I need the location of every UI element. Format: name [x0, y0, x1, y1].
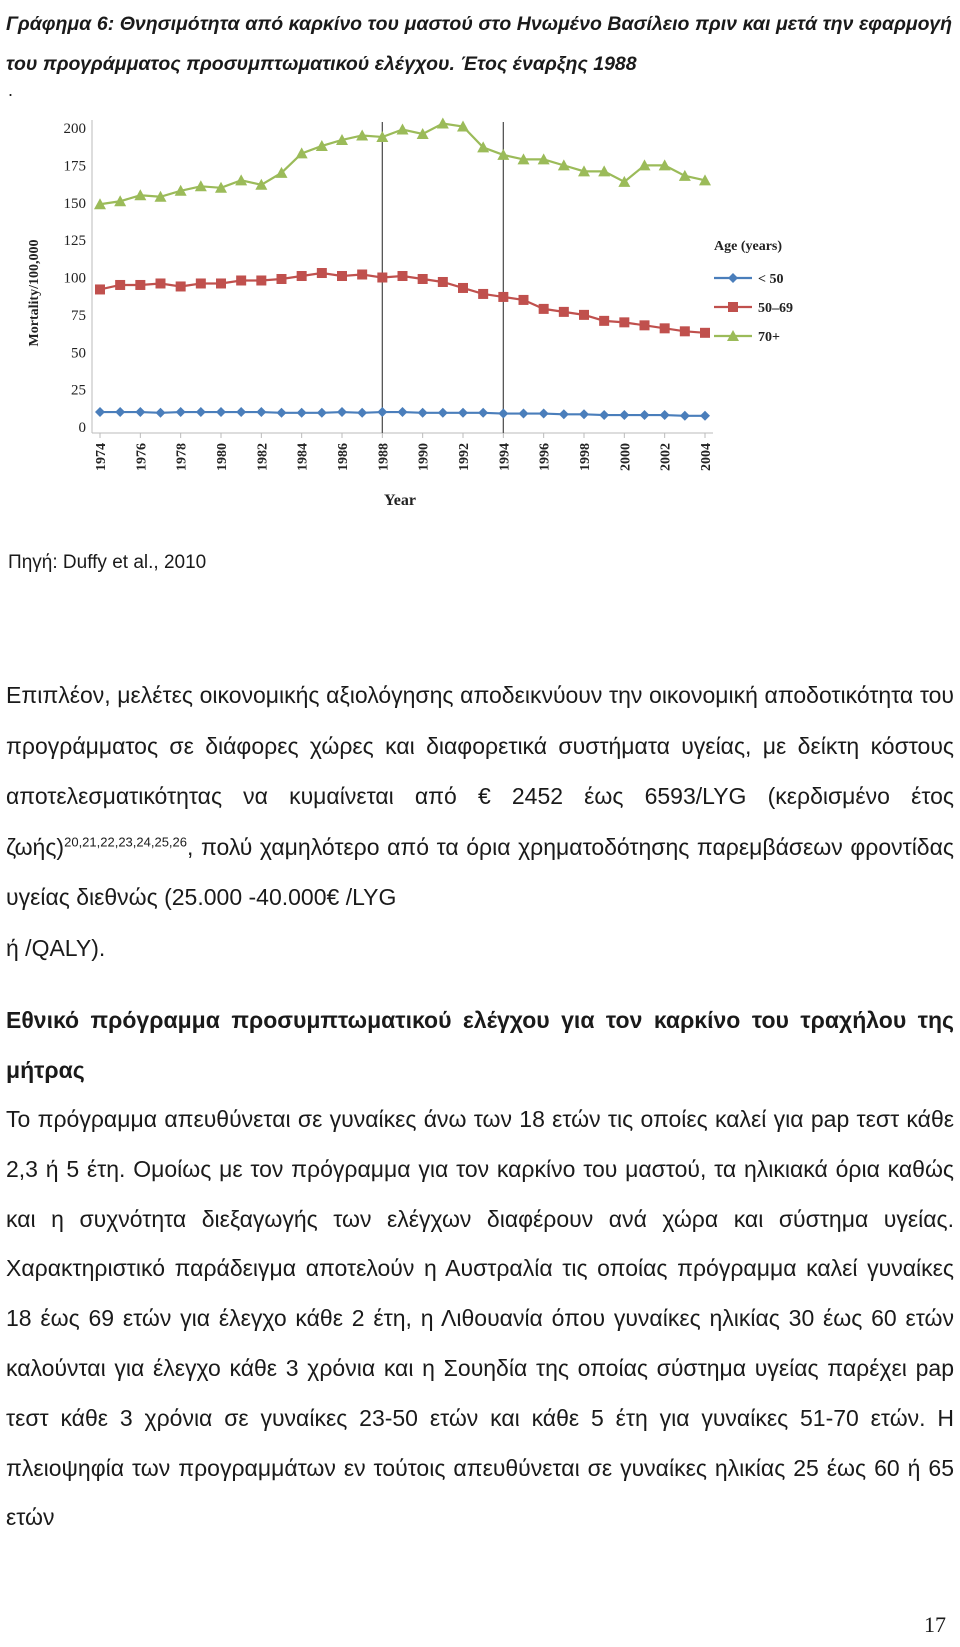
- x-tick-label: 1990: [416, 443, 432, 471]
- data-point-triangle: [397, 123, 409, 134]
- legend-label: 70+: [758, 330, 780, 345]
- figure-caption: Γράφημα 6: Θνησιμότητα από καρκίνο του μαστού στο Ηνωμένο Βασίλειο πριν και μετά την εφαρμογή του προγράμματος προσυμπτωματικού ελέγχου. Έτος έναρξης 1988: [6, 13, 952, 75]
- legend-item: [714, 330, 780, 345]
- data-point-diamond: [599, 410, 609, 420]
- legend-label: < 50: [758, 272, 784, 287]
- data-point-square: [478, 289, 488, 299]
- data-point-diamond: [458, 408, 468, 418]
- data-point-square: [640, 320, 650, 330]
- series-layer: [94, 118, 711, 421]
- data-point-diamond: [277, 408, 287, 418]
- data-point-square: [660, 323, 670, 333]
- legend-item: [714, 301, 793, 316]
- x-tick-label: 1996: [537, 443, 553, 471]
- data-point-square: [619, 317, 629, 327]
- y-tick-label: 125: [63, 233, 86, 250]
- data-point-square: [700, 328, 710, 338]
- data-point-diamond: [660, 410, 670, 420]
- citation-superscript: 20,21,22,23,24,25,26: [64, 833, 187, 849]
- data-point-diamond: [438, 408, 448, 418]
- legend-title: Age (years): [714, 239, 783, 254]
- data-point-square: [135, 280, 145, 290]
- data-point-square: [458, 283, 468, 293]
- data-point-square: [519, 295, 529, 305]
- x-tick-label: 1978: [174, 443, 190, 471]
- data-point-square: [579, 310, 589, 320]
- legend: [714, 239, 793, 345]
- data-point-diamond: [579, 409, 589, 419]
- data-point-diamond: [95, 407, 105, 417]
- y-tick-label: 150: [63, 195, 86, 212]
- series-line: [100, 273, 705, 333]
- data-point-square: [176, 281, 186, 291]
- data-point-diamond: [700, 411, 710, 421]
- x-tick-label: 1992: [457, 443, 472, 471]
- data-point-square: [115, 280, 125, 290]
- data-point-square: [498, 292, 508, 302]
- paragraph1-text-cont: , πολύ χαμηλότερο από τα όρια χρηματοδότησης παρεμβάσεων φροντίδας υγείας διεθνώς (25.000 -40.000€ /LYG: [6, 833, 954, 910]
- y-axis-label: Mortality/100,000: [27, 239, 42, 347]
- y-tick-label: 0: [78, 420, 86, 436]
- data-point-square: [337, 271, 347, 281]
- data-point-square: [317, 268, 327, 278]
- x-tick-label: 1994: [497, 443, 513, 471]
- data-point-diamond: [135, 407, 145, 417]
- data-point-square: [539, 304, 549, 314]
- data-point-diamond: [619, 410, 629, 420]
- x-tick-label: 1980: [215, 443, 230, 471]
- data-point-diamond: [357, 408, 367, 418]
- paragraph1-text: Επιπλέον, μελέτες οικονομικής αξιολόγησης αποδεικνύουν την οικονομική αποδοτικότητα του προγράμματος σε διάφορες χώρες και διαφορετικά συστήματα υγείας, με δείκτη κόστους αποτελεσματικότητας να κυμαίνεται από € 2452 έως 6593/LYG (κερδισμένο έτος ζωής): [6, 682, 954, 860]
- data-point-square: [156, 278, 166, 288]
- x-tick-label: 1998: [578, 443, 593, 471]
- figure-source: Πηγή: Duffy et al., 2010: [8, 552, 207, 573]
- data-point-diamond: [216, 407, 226, 417]
- x-tick-label: 2002: [658, 443, 674, 471]
- data-point-diamond: [728, 273, 738, 283]
- series-diamond: [95, 407, 710, 421]
- data-point-diamond: [236, 407, 246, 417]
- data-point-square: [236, 275, 246, 285]
- data-point-diamond: [680, 411, 690, 421]
- data-point-square: [680, 326, 690, 336]
- data-point-triangle: [679, 170, 691, 181]
- data-point-diamond: [156, 408, 166, 418]
- data-point-diamond: [377, 407, 387, 417]
- stray-dot: .: [8, 80, 14, 100]
- data-point-square: [418, 274, 428, 284]
- x-tick-label: 2004: [699, 443, 714, 471]
- paragraph-cervical-program: Το πρόγραμμα απευθύνεται σε γυναίκες άνω των 18 ετών τις οποίες καλεί για pap τεστ κάθε 2,3 ή 5 έτη. Ομοίως με τον πρόγραμμα για τον καρκίνο του μαστού, τα ηλικιακά όρια καθώς και η συχνότητα διεξαγωγής των ελέγχων διαφέρουν ανά χώρα και σύστημα υγείας. Χαρακτηριστικό παράδειγμα αποτελούν η Αυστραλία τις οποίας πρόγραμμα καλεί γυναίκες 18 έως 69 ετών για έλεγχο κάθε 2 έτη, η Λιθουανία όπου γυναίκες ηλικίας 30 έως 60 ετών καλούνται για έλεγχο κάθε 3 χρόνια και η Σουηδία της οποίας σύστημα υγείας παρέχει pap τεστ κάθε 3 χρόνια σε γυναίκες 23-50 ετών και κάθε 5 έτη για γυναίκες 51-70 ετών. Η πλειοψηφία των προγραμμάτων εν τούτοις απευθύνεται σε γυναίκες ηλικίας 25 έως 60 ή 65 ετών: [6, 1106, 954, 1531]
- data-point-square: [559, 307, 569, 317]
- data-point-diamond: [176, 407, 186, 417]
- data-point-diamond: [559, 409, 569, 419]
- series-triangle: [94, 118, 711, 210]
- y-tick-label: 75: [71, 307, 86, 324]
- legend-item: [714, 272, 783, 287]
- x-tick-label: 1984: [295, 443, 311, 471]
- data-point-diamond: [317, 408, 327, 418]
- data-point-square: [297, 271, 307, 281]
- data-point-triangle: [235, 174, 247, 185]
- y-tick-label: 100: [63, 270, 86, 287]
- data-point-square: [728, 302, 738, 312]
- data-point-square: [277, 274, 287, 284]
- series-line: [100, 124, 705, 205]
- data-point-square: [196, 278, 206, 288]
- section-heading: Εθνικό πρόγραμμα προσυμπτωματικού ελέγχου για τον καρκίνο του τραχήλου της μήτρας: [6, 1007, 954, 1083]
- data-point-diamond: [539, 409, 549, 419]
- data-point-diamond: [337, 407, 347, 417]
- y-tick-label: 200: [63, 121, 86, 137]
- data-point-diamond: [418, 408, 428, 418]
- data-point-diamond: [297, 408, 307, 418]
- data-point-diamond: [196, 407, 206, 417]
- data-point-diamond: [640, 410, 650, 420]
- x-tick-label: 1976: [134, 443, 150, 471]
- paragraph1-last-line: ή /QALY).: [6, 934, 106, 961]
- data-point-diamond: [498, 409, 508, 419]
- data-point-square: [216, 278, 226, 288]
- data-point-diamond: [398, 407, 408, 417]
- y-tick-label: 175: [63, 158, 86, 175]
- y-tick-label: 50: [71, 345, 86, 362]
- x-tick-label: 2000: [618, 443, 634, 471]
- paragraph-cost-effectiveness: [6, 670, 954, 973]
- x-axis-label: Year: [384, 492, 416, 509]
- data-point-square: [377, 273, 387, 283]
- data-point-triangle: [437, 118, 449, 129]
- data-point-square: [438, 277, 448, 287]
- data-point-square: [95, 284, 105, 294]
- data-point-diamond: [519, 409, 529, 419]
- series-square: [95, 268, 710, 338]
- data-point-square: [398, 271, 408, 281]
- tick-labels: [64, 121, 715, 471]
- x-tick-label: 1986: [336, 443, 351, 471]
- x-tick-label: 1982: [255, 443, 271, 471]
- x-tick-label: 1988: [376, 443, 392, 471]
- x-tick-label: 1974: [94, 443, 109, 471]
- y-tick-label: 25: [71, 382, 86, 399]
- data-point-square: [357, 270, 367, 280]
- data-point-diamond: [115, 407, 125, 417]
- mortality-line-chart: [20, 108, 820, 518]
- data-point-square: [599, 316, 609, 326]
- legend-label: 50–69: [758, 301, 793, 316]
- data-point-diamond: [478, 408, 488, 418]
- data-point-square: [256, 275, 266, 285]
- data-point-diamond: [256, 407, 266, 417]
- page-number: 17: [924, 1612, 946, 1637]
